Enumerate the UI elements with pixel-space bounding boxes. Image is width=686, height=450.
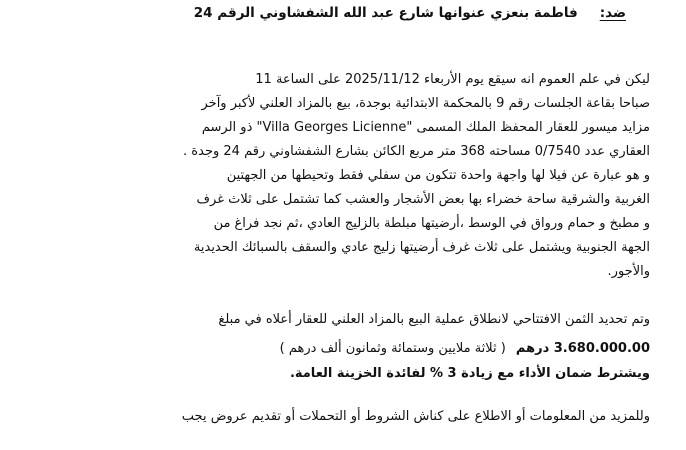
price-amount: 3.680.000.00 درهم xyxy=(515,341,650,356)
payment-guarantee-line xyxy=(36,362,650,386)
paragraph-line: ويشترط ضمان الأداء مع زيادة 3 % لفائدة الخزينة العامة. xyxy=(289,366,650,381)
paragraph-line: و مطبخ و حمام ورواق في الوسط ،أرضيتها مبلطة بالزليج العادي ،ثم نجد فراغ من xyxy=(213,216,650,231)
property-description-paragraph xyxy=(36,164,650,284)
paragraph-line: الجهة الجنوبية ويشتمل على ثلاث غرف أرضيتها زليج عادي والسقف بالسبائك الحديدية xyxy=(193,240,650,255)
paragraph-line: و هو عبارة عن فيلا لها واجهة واحدة تتكون من سفلي فقط وتحيطها من الجهتين xyxy=(226,168,650,183)
defendant-details: فاطمة بنعزي عنوانها شارع عبد الله الشفشاوني الرقم 24 xyxy=(193,5,578,21)
paragraph-line: صباحا بقاعة الجلسات رقم 9 بالمحكمة الابتدائية بوجدة، بيع بالمزاد العلني لأكبر وآخر xyxy=(201,96,650,111)
price-in-words: ( ثلاثة ملايين وستمائة وثمانون ألف درهم ) xyxy=(279,341,506,356)
paragraph-line: وللمزيد من المعلومات أو الاطلاع على كناش الشروط أو التحملات أو تقديم عروض يجب xyxy=(181,409,650,424)
paragraph-line: والأجور. xyxy=(607,264,650,279)
paragraph-line: الغربية والشرقية ساحة خضراء بها بعض الأشجار والعشب كما تشتمل على ثلاث غرف xyxy=(196,192,650,207)
paragraph-line: ليكن في علم العموم انه سيقع يوم الأربعاء 2025/11/12 على الساعة 11 xyxy=(255,72,650,87)
more-info-paragraph xyxy=(36,405,650,429)
defendant-header xyxy=(60,2,626,24)
paragraph-line: العقاري عدد 0/7540 مساحته 368 متر مربع الكائن بشارع الشفشاوني رقم 24 وجدة . xyxy=(183,144,650,159)
against-label: ضد: xyxy=(599,5,626,21)
paragraph-line: مزايد ميسور للعقار المحفظ الملك المسمى "Villa Georges Licienne" ذو الرسم xyxy=(201,120,650,135)
opening-price-paragraph xyxy=(36,308,650,332)
paragraph-line: وتم تحديد الثمن الافتتاحي لانطلاق عملية البيع بالمزاد العلني للعقار أعلاه في مبلغ xyxy=(218,312,650,327)
price-line xyxy=(36,337,650,361)
auction-announcement-paragraph xyxy=(36,68,650,164)
